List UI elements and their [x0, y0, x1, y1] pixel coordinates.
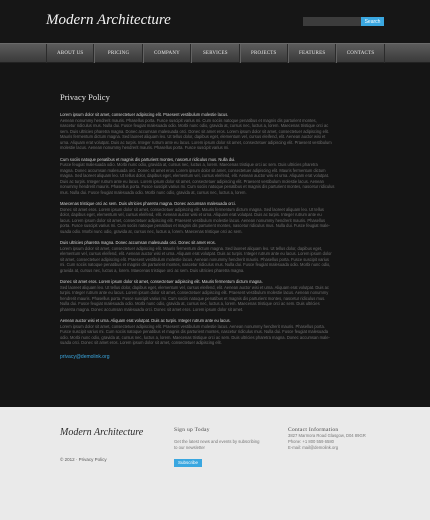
footer [0, 407, 430, 520]
paragraph-line: pharetra magna. Donec accumsan malesuada orci. Donec sit amet eros. Lorem ipsum dolor sit amet. [60, 306, 244, 312]
paragraph-line: suada orci. Donec sit amet eros. Lorem ipsum dolor sit amet, consectetuer adipiscing elit. [60, 340, 222, 345]
paragraph-line: lacus. Lorem ipsum dolor sit amet, consectetuer adipiscing elit. Praesent vestibulum molestie lacus. Aenean nonummy hendrerit mauris. Phasellus [60, 217, 326, 223]
nav-pricing[interactable]: PRICING [94, 44, 142, 63]
paragraph-line: urna. Aliquam erat volutpat. Duis ac turpis. Integer rutrum ante eu lacus. Lorem ipsum dolor sit amet, consectetuer adipiscing elit. Praesent vestibulum [60, 139, 332, 145]
contact-phone: Phone: +1 800 559 6580 [288, 439, 334, 444]
privacy-email-link[interactable]: privacy@demolink.org [60, 353, 110, 360]
search-input[interactable] [303, 17, 361, 26]
paragraph-lead: Duis ultricies pharetra magna. Donec accumsan malesuada orci. Donec sit amet eros. [60, 240, 216, 245]
contact-title: Contact Information [288, 427, 339, 433]
header [0, 0, 430, 43]
paragraph-lead: Maecenas tristique orci ac sem. Duis ultricies pharetra magna. Donec accumsan malesuada orci. [60, 201, 236, 206]
signup-section [174, 427, 274, 469]
contact-address: 3827 Marmora Road Glasgow, D04 89GR [288, 433, 366, 438]
policy-paragraph [60, 279, 370, 312]
paragraph-line: turpis. Integer rutrum ante eu lacus. Lorem ipsum dolor sit amet, consectetuer adipiscing elit. Praesent vestibulum molestie lacus. Aenean nonummy [60, 290, 329, 295]
paragraph-line: Nulla dui. Fusce feugiat malesuada odio. Morbi nunc odio, gravida at, cursus nec, luctus a, lorem. Maecenas tristique orci ac sem. Duis ultricies [60, 301, 320, 306]
signup-text-line: to our newsletter [174, 445, 205, 450]
paragraph-line: mus. Nulla dui. Fusce feugiat malesuada odio. Morbi nunc odio, gravida at, cursus nec, luctus a, lorem. [60, 189, 247, 195]
paragraph-line: suada odio. Morbi nunc odio, gravida at, cursus nec, luctus a, lorem. Maecenas tristique orci ac sem. [60, 228, 243, 234]
main-content [0, 63, 430, 407]
policy-paragraph [60, 318, 370, 346]
contact-email[interactable]: E-mail: mail@demolink.org [288, 445, 339, 450]
paragraph-line: sem. Duis ultricies pharetra magna. Donec accumsan malesuada orci. Donec sit amet eros. Lorem ipsum dolor sit amet, consectetuer adipiscing elit. [60, 128, 329, 134]
paragraph-line: odio. Morbi nunc odio, gravida at, cursus nec, luctus a, lorem. Maecenas tristique orci ac sem. Duis ultricies pharetra magna. Donec accumsan male- [60, 334, 330, 340]
privacy-content [60, 92, 370, 360]
paragraph-line: Sed laoreet aliquam leo. Ut tellus dolor, dapibus eget, elementum vel, cursus eleifend, elit. Aenean auctor wisi et urna. Aliquam erat volutpat. Duis ac [60, 284, 329, 290]
paragraph-line: magna. Sed laoreet aliquam leo. Ut tellus dolor, dapibus eget, elementum vel, cursus eleifend, elit. Aenean auctor wisi et urna. Aliquam erat volutpat. [60, 173, 329, 178]
paragraph-line: dolor, dapibus eget, elementum vel, cursus eleifend, elit. Aenean auctor wisi et urna. Aliquam erat volutpat. Duis ac turpis. Integer rutrum ante eu [60, 212, 322, 217]
nav-features[interactable]: FEATURES [288, 44, 336, 63]
paragraph-lead: Aenean auctor wisi et urna. Aliquam erat volutpat. Duis ac turpis. Integer rutrum ante eu lacus. [60, 318, 231, 323]
footer-copyright: © 2012 · Privacy Policy [60, 457, 107, 462]
paragraph-line: elementum vel, cursus eleifend, elit. Aenean auctor wisi et urna. Aliquam erat volutpat. Duis ac turpis. Integer rutrum ante eu lacus. Lorem ipsum dolor [60, 251, 332, 256]
signup-text-line: Get the latest news and events by subscribing [174, 439, 260, 444]
nav-company[interactable]: COMPANY [143, 44, 191, 63]
nav-services[interactable]: SERVICES [191, 44, 239, 63]
paragraph-line: Mauris fermentum dictum magna. Sed laoreet aliquam leo. Ut tellus dolor, dapibus eget, elementum vel, cursus eleifend, elit. Aenean auctor wisi et [60, 134, 326, 139]
paragraph-line: hendrerit mauris. Phasellus porta. Fusce suscipit varius mi. Cum sociis natoque penatibus et magnis dis parturient montes, nascetur ridiculus mus. [60, 295, 326, 301]
paragraph-line: mi. Cum sociis natoque penatibus et magnis dis parturient montes, nascetur ridiculus mus. Nulla dui. Fusce feugiat malesuada odio. Morbi nunc odio, [60, 262, 331, 267]
site-logo[interactable]: Modern Architecture [46, 12, 171, 28]
paragraph-line: Donec sit amet eros. Lorem ipsum dolor sit amet, consectetuer adipiscing elit. Mauris fermentum dictum magna. Sed laoreet aliquam leo. Ut tellus [60, 206, 324, 212]
paragraph-line: magna. Donec accumsan malesuada orci. Donec sit amet eros. Lorem ipsum dolor sit amet, consectetuer adipiscing elit. Mauris fermentum dictum [60, 167, 326, 173]
signup-text [174, 439, 274, 451]
policy-paragraph [60, 201, 370, 234]
page-title: Privacy Policy [60, 92, 110, 102]
paragraph-line: gravida at, cursus nec, luctus a, lorem. Maecenas tristique orci ac sem. Duis ultricies pharetra magna. [60, 267, 245, 273]
policy-paragraph [60, 157, 370, 196]
paragraph-list [60, 112, 370, 346]
paragraph-line: Aenean nonummy hendrerit mauris. Phasellus porta. Fusce suscipit varius mi. Cum sociis natoque penatibus et magnis dis parturient montes, [60, 117, 317, 123]
policy-paragraph [60, 112, 370, 151]
paragraph-lead: Donec sit amet eros. Lorem ipsum dolor sit amet, consectetuer adipiscing elit. Mauris fermentum dictum magna. [60, 279, 263, 284]
paragraph-lead: Lorem ipsum dolor sit amet, consectetuer adipiscing elit. Praesent vestibulum molestie lacus. [60, 112, 229, 117]
paragraph-line: nonummy hendrerit mauris. Phasellus porta. Fusce suscipit varius mi. Cum sociis natoque penatibus et magnis dis parturient montes, nascetur ridiculus [60, 184, 335, 189]
nav-about-us[interactable]: ABOUT US [46, 44, 94, 63]
policy-paragraph [60, 240, 370, 273]
paragraph-line: sit amet, consectetuer adipiscing elit. Praesent vestibulum molestie lacus. Aenean nonummy hendrerit mauris. Phasellus porta. Fusce suscipit varius [60, 256, 329, 262]
subscribe-button[interactable]: Subscribe [174, 459, 202, 467]
nav-projects[interactable]: PROJECTS [240, 44, 288, 63]
paragraph-line: Lorem ipsum dolor sit amet, consectetuer adipiscing elit. Mauris fermentum dictum magna. Sed laoreet aliquam leo. Ut tellus dolor, dapibus eget, [60, 245, 323, 251]
main-nav [0, 43, 430, 63]
footer-logo[interactable]: Modern Architecture [60, 427, 144, 438]
signup-title: Sign up Today [174, 427, 210, 433]
nav-contacts[interactable]: CONTACTS [336, 44, 384, 63]
paragraph-line: Duis ac turpis. Integer rutrum ante eu lacus. Lorem ipsum dolor sit amet, consectetuer adipiscing elit. Praesent vestibulum molestie lacus. Aenean [60, 178, 324, 184]
paragraph-line: nascetur ridiculus mus. Nulla dui. Fusce feugiat malesuada odio. Morbi nunc odio, gravida at, cursus nec, luctus a, lorem. Maecenas tristique orci ac [60, 123, 329, 128]
paragraph-line: Fusce feugiat malesuada odio. Morbi nunc odio, gravida at, cursus nec, luctus a, lorem. Maecenas tristique orci ac sem. Duis ultricies pharetra [60, 162, 318, 167]
paragraph-line: molestie lacus. Aenean nonummy hendrerit mauris. Phasellus porta. Fusce suscipit varius mi. [60, 145, 230, 150]
paragraph-lead: Cum sociis natoque penatibus et magnis dis parturient montes, nascetur ridiculus mus. Nulla dui. [60, 156, 236, 162]
paragraph-line: porta. Fusce suscipit varius mi. Cum sociis natoque penatibus et magnis dis parturient montes, nascetur ridiculus mus. Nulla dui. Fusce feugiat male- [60, 223, 330, 228]
paragraph-line: Lorem ipsum dolor sit amet, consectetuer adipiscing elit. Praesent vestibulum molestie lacus. Aenean nonummy hendrerit mauris. Phasellus porta. [60, 323, 325, 329]
search-button[interactable]: Search [361, 17, 384, 26]
paragraph-line: Fusce suscipit varius mi. Cum sociis natoque penatibus et magnis dis parturient montes, nascetur ridiculus mus. Nulla dui. Fusce feugiat malesuada [60, 329, 329, 334]
contact-section [288, 427, 398, 451]
search-form [303, 17, 384, 26]
